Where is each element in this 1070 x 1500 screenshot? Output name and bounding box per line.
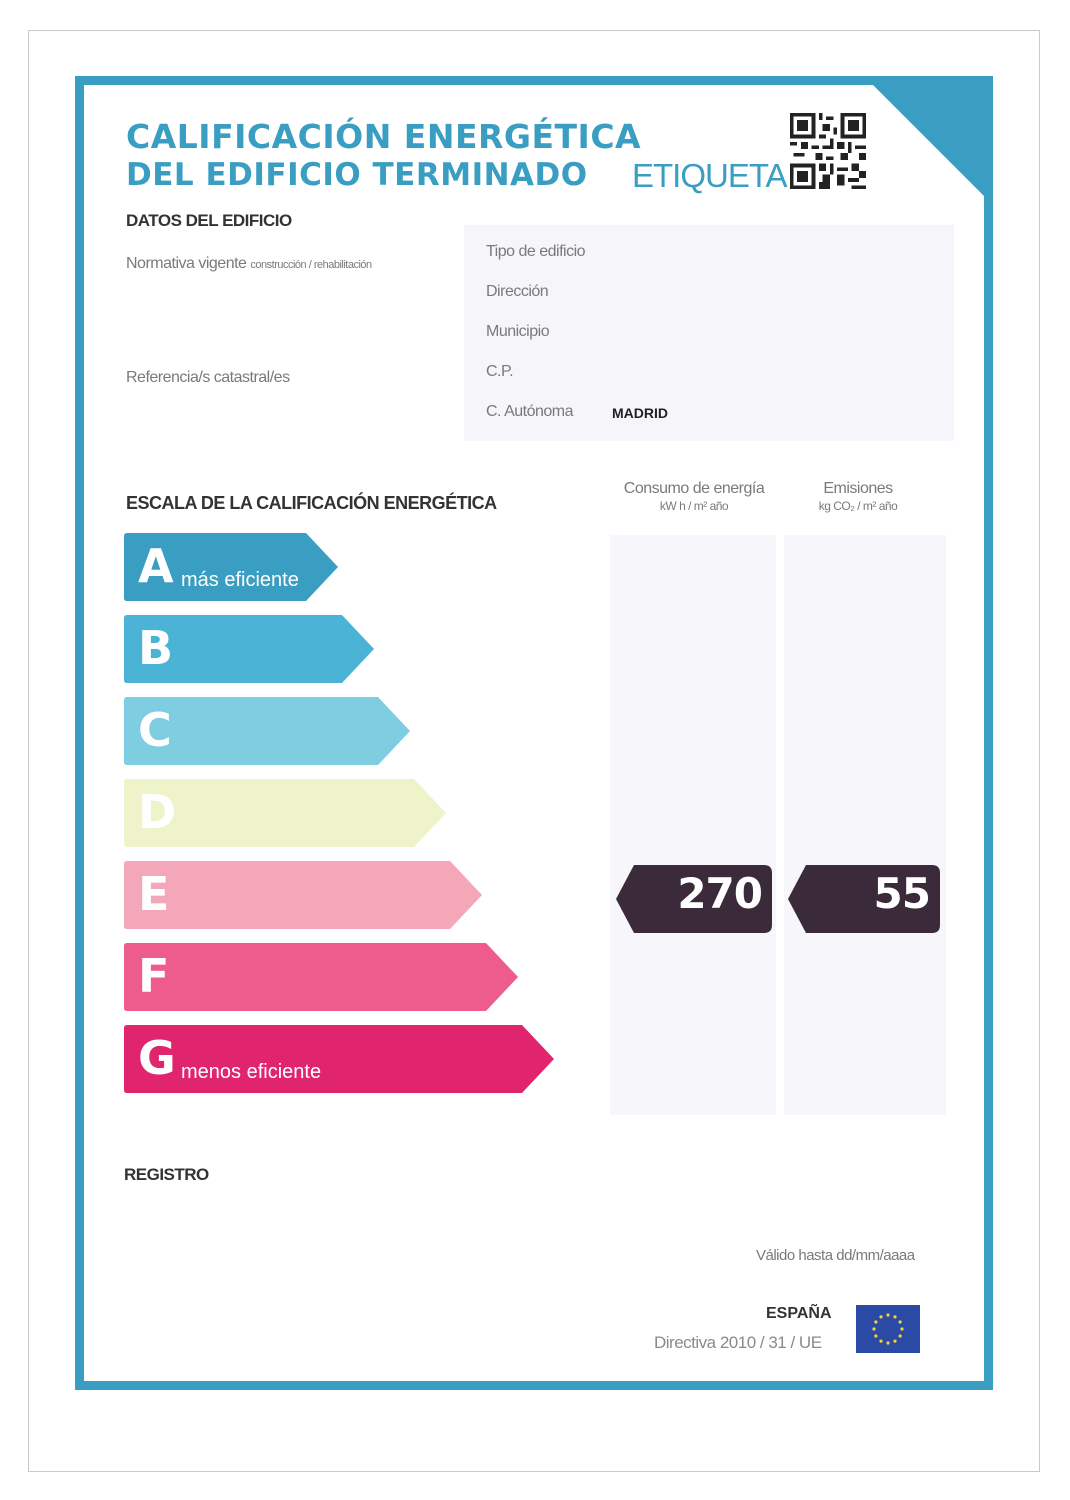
eu-flag-icon [856, 1305, 920, 1353]
qr-code-icon [790, 113, 866, 189]
energy-column [610, 535, 776, 1115]
title-line-1: CALIFICACIÓN ENERGÉTICA [126, 117, 642, 156]
rating-bar-letter: A [138, 539, 174, 593]
building-data-heading: DATOS DEL EDIFICIO [126, 211, 292, 230]
etiqueta-label: ETIQUETA [632, 157, 787, 194]
emissions-column [784, 535, 946, 1115]
field-value-autonoma: MADRID [612, 405, 668, 421]
normativa-label-text: Normativa vigente [126, 255, 247, 272]
emissions-indicator [788, 865, 940, 933]
emissions-column-unit: kg CO₂ / m² año [818, 499, 898, 513]
eu-star-icon [893, 1340, 896, 1343]
rating-bar-letter: D [138, 785, 177, 839]
emissions-value: 55 [873, 869, 930, 918]
energy-column-title: Consumo de energía [623, 480, 765, 497]
eu-star-icon [893, 1315, 896, 1318]
rating-bar-shape [124, 943, 518, 1011]
eu-star-icon [899, 1320, 902, 1323]
rating-bar-letter: E [138, 867, 170, 921]
directive-text: Directiva 2010 / 31 / UE [654, 1333, 822, 1352]
rating-bar-letter: F [138, 949, 170, 1003]
eu-star-icon [886, 1341, 889, 1344]
eu-star-icon [872, 1327, 875, 1330]
normativa-label [126, 255, 372, 273]
rating-bar-description: más eficiente [181, 569, 299, 591]
rating-bar-a [124, 533, 338, 601]
rating-bar-letter: B [138, 621, 174, 675]
rating-bar-g [124, 1025, 554, 1093]
rating-bar-e [124, 861, 482, 929]
field-label-tipo: Tipo de edificio [486, 243, 586, 260]
rating-bar-description: menos eficiente [181, 1061, 322, 1083]
eu-star-icon [886, 1313, 889, 1316]
field-label-autonoma: C. Autónoma [486, 403, 573, 420]
eu-star-icon [874, 1334, 877, 1337]
eu-star-icon [879, 1340, 882, 1343]
rating-bar-shape [124, 861, 482, 929]
rating-bar-d [124, 779, 446, 847]
energy-label-frame [75, 76, 993, 1390]
referencia-label: Referencia/s catastral/es [126, 369, 290, 386]
eu-star-icon [879, 1315, 882, 1318]
valid-until-text: Válido hasta dd/mm/aaaa [756, 1247, 915, 1264]
emissions-column-header [784, 479, 932, 514]
registro-heading: REGISTRO [124, 1165, 209, 1184]
rating-bar-f [124, 943, 518, 1011]
field-label-municipio: Municipio [486, 323, 550, 340]
title-line-2: DEL EDIFICIO TERMINADO [126, 157, 588, 193]
scale-heading: ESCALA DE LA CALIFICACIÓN ENERGÉTICA [126, 493, 497, 513]
energy-value: 270 [677, 869, 762, 918]
normativa-sub-text: construcción / rehabilitación [250, 259, 372, 271]
eu-star-icon [874, 1320, 877, 1323]
energy-column-header [604, 479, 784, 514]
eu-star-icon [900, 1327, 903, 1330]
eu-star-icon [899, 1334, 902, 1337]
rating-bar-letter: G [138, 1031, 176, 1085]
rating-bar-b [124, 615, 374, 683]
country-label: ESPAÑA [766, 1305, 832, 1322]
field-label-direccion: Dirección [486, 283, 549, 300]
field-label-cp: C.P. [486, 363, 514, 380]
rating-bar-c [124, 697, 410, 765]
rating-bar-letter: C [138, 703, 172, 757]
corner-triangle [871, 83, 986, 198]
energy-column-unit: kW h / m² año [659, 499, 729, 513]
energy-indicator [616, 865, 772, 933]
emissions-column-title: Emisiones [823, 480, 893, 497]
